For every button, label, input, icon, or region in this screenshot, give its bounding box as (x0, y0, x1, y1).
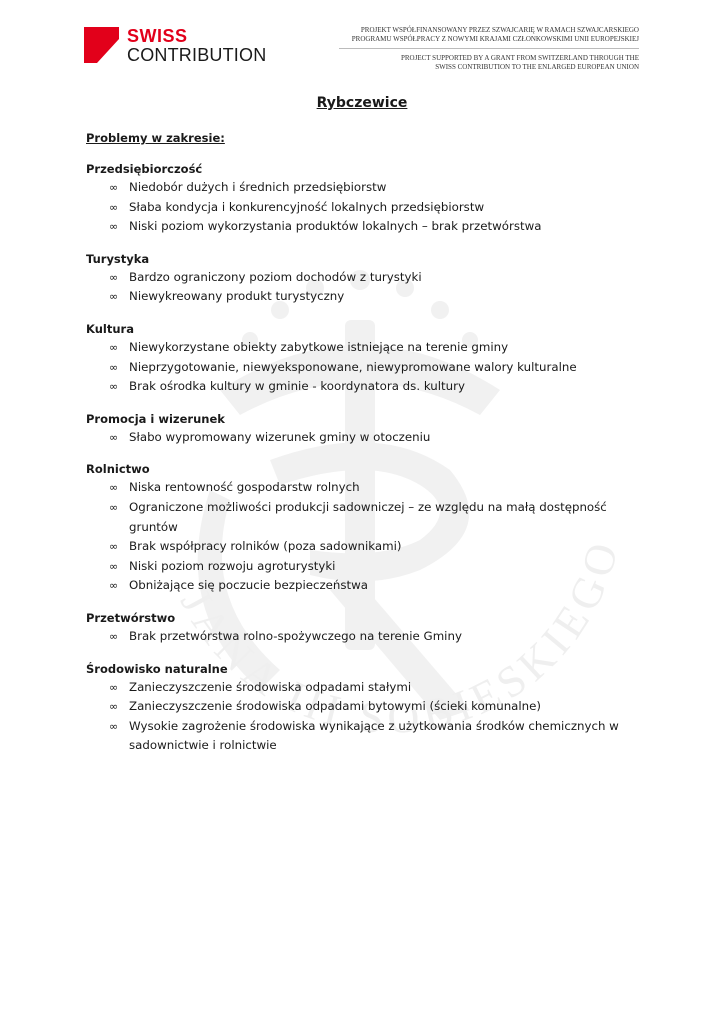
list-item (86, 678, 646, 698)
list-item (86, 537, 646, 557)
section-heading: Przetwórstwo (86, 610, 176, 625)
section-item-list (86, 678, 646, 756)
list-item (86, 217, 646, 237)
list-item-text: Zanieczyszczenie środowiska odpadami stałymi (129, 679, 412, 694)
list-item (86, 717, 646, 756)
infinity-bullet-icon: ∞ (109, 360, 119, 374)
header-english-line-1: PROJECT SUPPORTED BY A GRANT FROM SWITZERLAND THROUGH THE (401, 54, 639, 62)
section-heading: Turystyka (86, 251, 150, 266)
section (86, 660, 646, 756)
header-divider (339, 48, 639, 49)
infinity-bullet-icon: ∞ (109, 181, 119, 194)
document-content (86, 129, 646, 756)
infinity-bullet-icon: ∞ (109, 290, 119, 304)
list-item-text: Brak współpracy rolników (poza sadownikami) (129, 539, 402, 554)
infinity-bullet-icon: ∞ (109, 430, 119, 444)
infinity-bullet-icon: ∞ (109, 340, 119, 354)
infinity-bullet-icon: ∞ (109, 579, 119, 593)
infinity-bullet-icon: ∞ (109, 719, 119, 733)
infinity-bullet-icon: ∞ (109, 270, 119, 284)
infinity-bullet-icon: ∞ (109, 200, 119, 214)
infinity-bullet-icon: ∞ (109, 500, 119, 514)
list-item (86, 627, 646, 647)
page-title: Rybczewice (316, 95, 408, 111)
section (86, 250, 646, 307)
section-item-list (86, 178, 646, 237)
section-heading: Kultura (86, 321, 134, 336)
logo-swiss-text: SWISS (127, 26, 188, 46)
list-item-text: Niedobór dużych i średnich przedsiębiorstw (129, 180, 387, 194)
header-polish-line-1: PROJEKT WSPÓŁFINANSOWANY PRZEZ SZWAJCARIĘ W RAMACH SZWAJCARSKIEGO (360, 26, 639, 34)
list-item-text: Obniżające się poczucie bezpieczeństwa (129, 578, 369, 593)
header-english-line-2: SWISS CONTRIBUTION TO THE ENLARGED EUROPEAN UNION (435, 63, 639, 71)
infinity-bullet-icon: ∞ (109, 481, 119, 495)
infinity-bullet-icon: ∞ (109, 629, 119, 643)
infinity-bullet-icon: ∞ (109, 559, 119, 573)
watermark-text: JANA III SOBIESKIEGO (170, 532, 630, 744)
section-heading: Przedsiębiorczość (86, 162, 203, 176)
infinity-bullet-icon: ∞ (109, 220, 119, 234)
section-heading: Promocja i wizerunek (86, 411, 225, 426)
list-item (86, 478, 646, 498)
list-item (86, 338, 646, 358)
section-heading: Rolnictwo (86, 462, 150, 477)
list-item-text: Niski poziom wykorzystania produktów lokalnych – brak przetwórstwa (129, 219, 542, 234)
section (86, 609, 646, 647)
infinity-bullet-icon: ∞ (109, 680, 119, 694)
infinity-bullet-icon: ∞ (109, 540, 119, 554)
section (86, 160, 646, 237)
infinity-bullet-icon: ∞ (109, 380, 119, 394)
list-item (86, 377, 646, 397)
infinity-bullet-icon: ∞ (109, 700, 119, 714)
list-item (86, 268, 646, 288)
list-item (86, 287, 646, 307)
header-polish-line-2: PROGRAMU WSPÓŁPRACY Z NOWYMI KRAJAMI CZŁONKOWSKIMI UNII EUROPEJSKIEJ (351, 35, 639, 43)
list-item-text: Zanieczyszczenie środowiska odpadami bytowymi (ścieki komunalne) (129, 699, 542, 714)
section (86, 410, 646, 448)
section-heading: Środowisko naturalne (86, 661, 228, 676)
logo-contribution-text: CONTRIBUTION (127, 45, 267, 65)
list-item-text: Niska rentowność gospodarstw rolnych (129, 480, 360, 495)
swiss-contribution-logo (84, 27, 274, 67)
header-funding-notice (319, 26, 639, 72)
list-item (86, 697, 646, 717)
list-item-text: Brak przetwórstwa rolno-spożywczego na terenie Gminy (129, 628, 462, 643)
list-item (86, 428, 646, 448)
list-item-text: Słaba kondycja i konkurencyjność lokalnych przedsiębiorstw (129, 199, 485, 214)
section-item-list (86, 478, 646, 596)
list-item-text: Bardzo ograniczony poziom dochodów z turystyki (129, 269, 422, 284)
list-item-text: Niewykorzystane obiekty zabytkowe istniejące na terenie gminy (129, 339, 509, 354)
section-item-list (86, 268, 646, 307)
list-item-text: Słabo wypromowany wizerunek gminy w otoczeniu (129, 429, 431, 444)
list-item (86, 178, 646, 198)
section-item-list (86, 338, 646, 397)
document-subtitle: Problemy w zakresie: (86, 131, 225, 145)
section (86, 320, 646, 397)
list-item-text: Wysokie zagrożenie środowiska wynikające z użytkowania środków chemicznych w sadownictwie i rolnictwie (129, 718, 619, 753)
section (86, 460, 646, 596)
section-item-list (86, 627, 646, 647)
list-item (86, 198, 646, 218)
list-item (86, 557, 646, 577)
list-item-text: Niewykreowany produkt turystyczny (129, 289, 345, 304)
list-item (86, 358, 646, 378)
list-item-text: Ograniczone możliwości produkcji sadowniczej – ze względu na małą dostępność gruntów (129, 499, 607, 534)
list-item (86, 498, 646, 537)
list-item (86, 576, 646, 596)
list-item-text: Brak ośrodka kultury w gminie - koordynatora ds. kultury (129, 379, 465, 394)
logo-mark-icon (84, 27, 119, 63)
section-item-list (86, 428, 646, 448)
list-item-text: Niski poziom rozwoju agroturystyki (129, 558, 336, 573)
list-item-text: Nieprzygotowanie, niewyeksponowane, niewypromowane walory kulturalne (129, 359, 577, 374)
